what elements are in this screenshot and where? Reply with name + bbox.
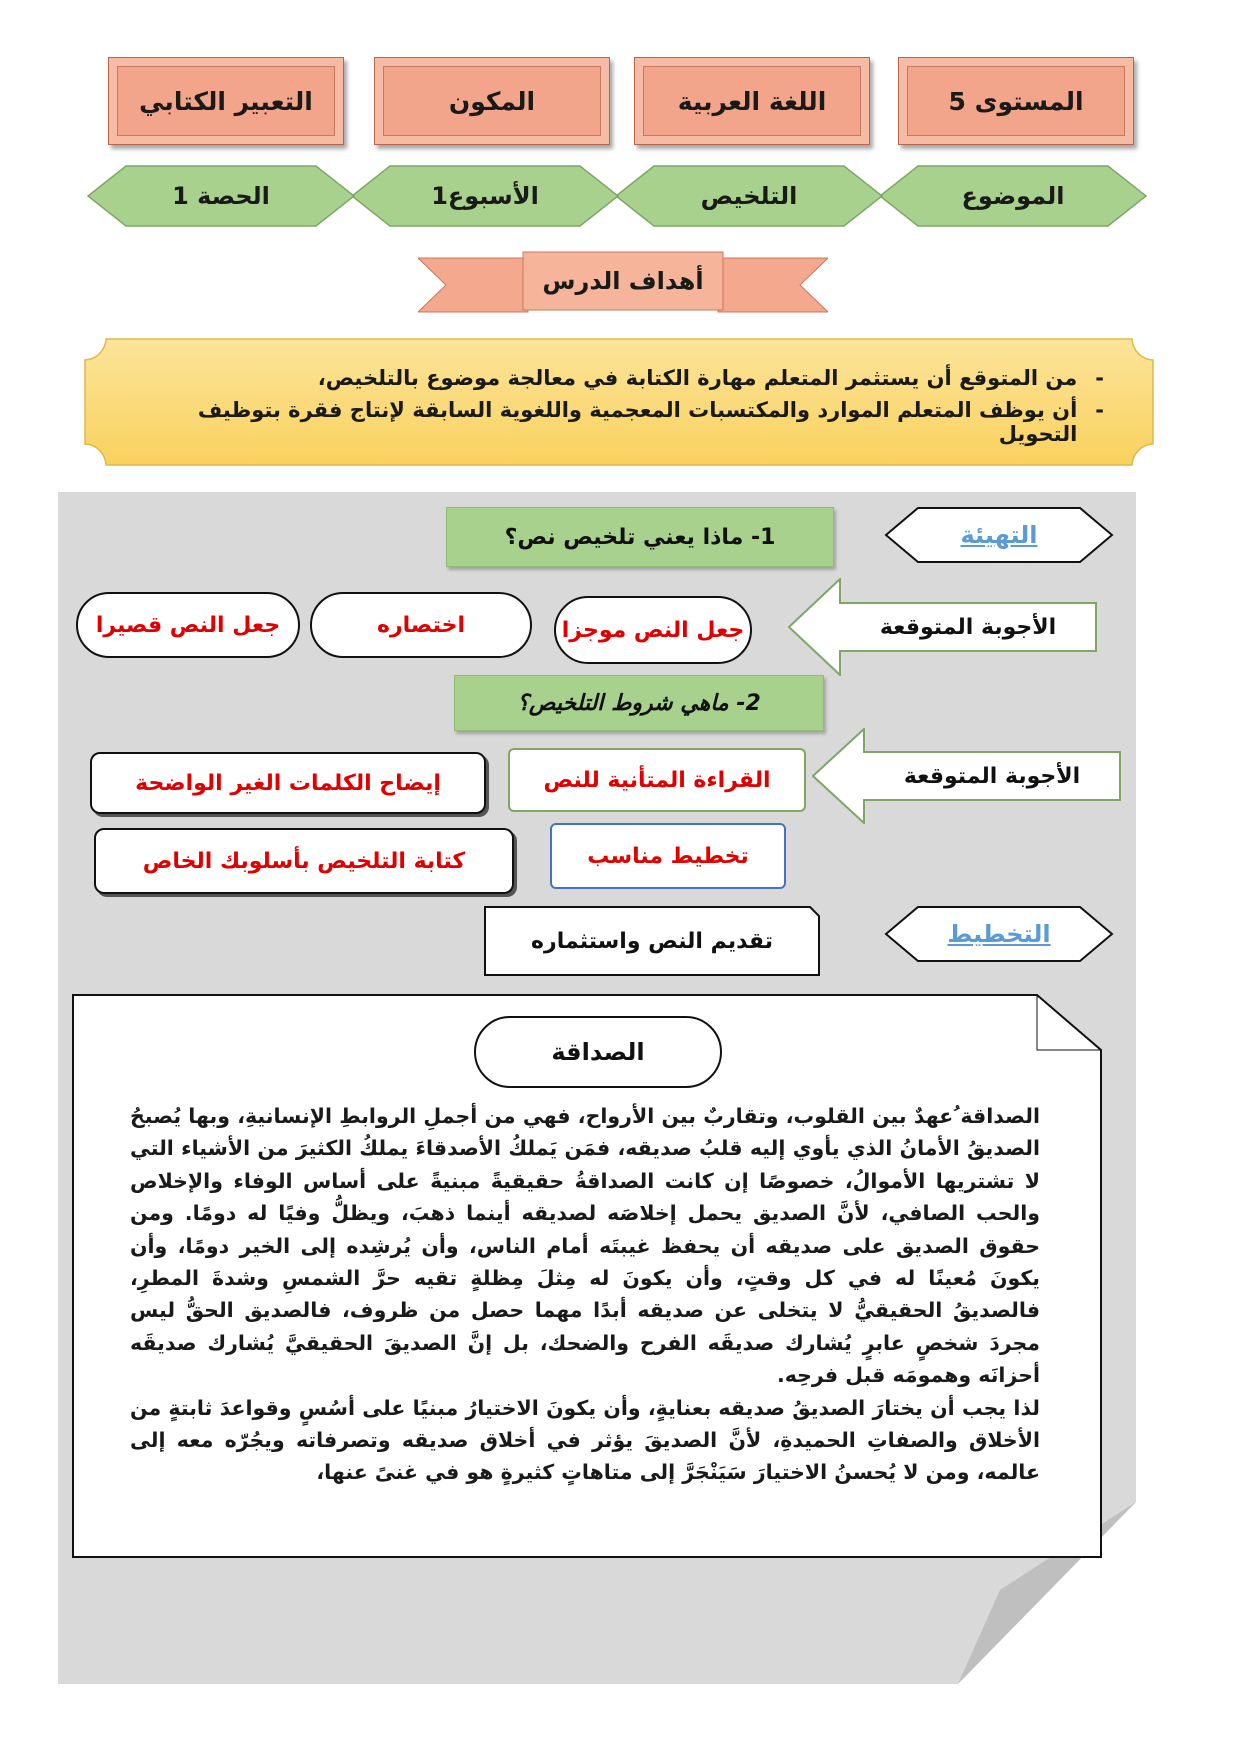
question-1-text: 1- ماذا يعني تلخيص نص؟	[504, 524, 776, 550]
subject-text: اللغة العربية	[677, 86, 827, 116]
bullet: -	[1095, 398, 1104, 422]
warmup-label-text: التهيئة	[960, 521, 1038, 549]
answer-card	[508, 748, 806, 812]
answer-text: إيضاح الكلمات الغير الواضحة	[135, 770, 441, 796]
component-text: التعبير الكتابي	[139, 86, 313, 116]
warmup-label	[884, 507, 1114, 563]
expected-answers-label-2: الأجوبة المتوقعة	[903, 763, 1081, 789]
answer-text: تخطيط مناسب	[587, 843, 749, 869]
answer-card	[94, 828, 514, 894]
text-card	[72, 994, 1102, 1558]
topic-label-text: الموضوع	[961, 182, 1065, 210]
objective-text: أن يوظف المتعلم الموارد والمكتسبات المعجمية واللغوية السابقة لإنتاج فقرة بتوظيف التحويل	[197, 398, 1078, 446]
objectives-title: أهداف الدرس	[542, 267, 704, 295]
topic-text: التلخيص	[700, 182, 798, 210]
article-body	[130, 1100, 1040, 1489]
article-paragraph: لذا يجب أن يختارَ الصديقُ صديقه بعنايةٍ، وأن يكونَ الاختيارُ مبنيًا على أسُسٍ وقواعدَ ثابتةٍ من الأخلاق والصفاتِ الحميدةِ، لأنَّ الصديقَ يؤثر في أخلاق صديقه وتصرفاته ويجُرّه معه إلى عالمه، ومن لا يُحسنُ الاختيارَ سَيَنْجَرَّ إلى متاهاتٍ كثيرةٍ هو في غنىً عنها،	[130, 1395, 1040, 1485]
expected-answers-arrow-1	[788, 578, 1098, 676]
answer-text: جعل النص قصيرا	[95, 612, 281, 638]
answer-text: كتابة التلخيص بأسلوبك الخاص	[142, 848, 466, 874]
answer-pill	[76, 592, 300, 658]
answer-text: اختصاره	[377, 612, 465, 638]
level-text: المستوى 5	[948, 86, 1084, 116]
answer-text: جعل النص موجزا	[561, 617, 745, 643]
answer-text: القراءة المتأنية للنص	[543, 767, 771, 793]
article-paragraph: الصداقة ُعهدٌ بين القلوب، وتقاربٌ بين الأرواح، فهي من أجملِ الروابطِ الإنسانيةِ، وبها يُصبحُ الصديقُ الأمانُ الذي يأوي إليه قلبُ صديقه، فمَن يَملكُ الأصدقاءَ يملكُ الكثيرَ من الأشياء التي لا تشتريها الأموالُ، خصوصًا إن كانت الصداقةُ حقيقيةً مبنيةً على أساس الوفاء والإخلاص والحب الصافي، لأنَّ الصديق يحمل إخلاصَه لصديقه أينما ذهبَ، ويظلُّ وفيًا له دومًا. ومن حقوق الصديق على صديقه أن يحفظ غيبتَه أمام الناس، وأن يُرشِده إلى الخير دومًا، وأن يكونَ مُعينًا له في كل وقتٍ، وأن يكونَ له مِثلَ مِظلةٍ تقيه حرَّ الشمسِ وشدةَ المطرِ، فالصديقُ الحقيقيُّ لا يتخلى عن صديقه أبدًا مهما حصل من ظروف، فالصديق الحقُّ ليس مجردَ شخصٍ عابرٍ يُشارك صديقَه الفرح والضحك، بل إنَّ الصديقَ الحقيقيَّ يُشارك صديقَه أحزانَه وهمومَه قبل فرحِه.	[130, 1104, 1040, 1388]
week-text: الأسبوع1	[431, 182, 539, 210]
planning-label-text: التخطيط	[947, 920, 1051, 948]
planning-label	[884, 906, 1114, 962]
expected-answers-label-1: الأجوبة المتوقعة	[879, 614, 1057, 640]
answer-pill	[554, 596, 752, 664]
question-1	[446, 507, 834, 567]
bullet: -	[1095, 366, 1104, 390]
text-title-box	[474, 1016, 722, 1088]
question-2-text: 2- ماهي شروط التلخيص؟	[517, 690, 761, 716]
objective-text: من المتوقع أن يستثمر المتعلم مهارة الكتابة في معالجة موضوع بالتلخيص،	[317, 366, 1078, 390]
answer-pill	[310, 592, 532, 658]
expected-answers-arrow-2	[812, 728, 1122, 824]
text-title: الصداقة	[551, 1038, 645, 1066]
planning-step-box	[484, 906, 820, 976]
question-2	[454, 675, 824, 731]
component-label-text: المكون	[448, 86, 536, 116]
answer-card	[90, 752, 486, 814]
planning-step-text: تقديم النص واستثماره	[531, 928, 773, 954]
answer-card	[550, 823, 786, 889]
session-text: الحصة 1	[172, 182, 270, 210]
